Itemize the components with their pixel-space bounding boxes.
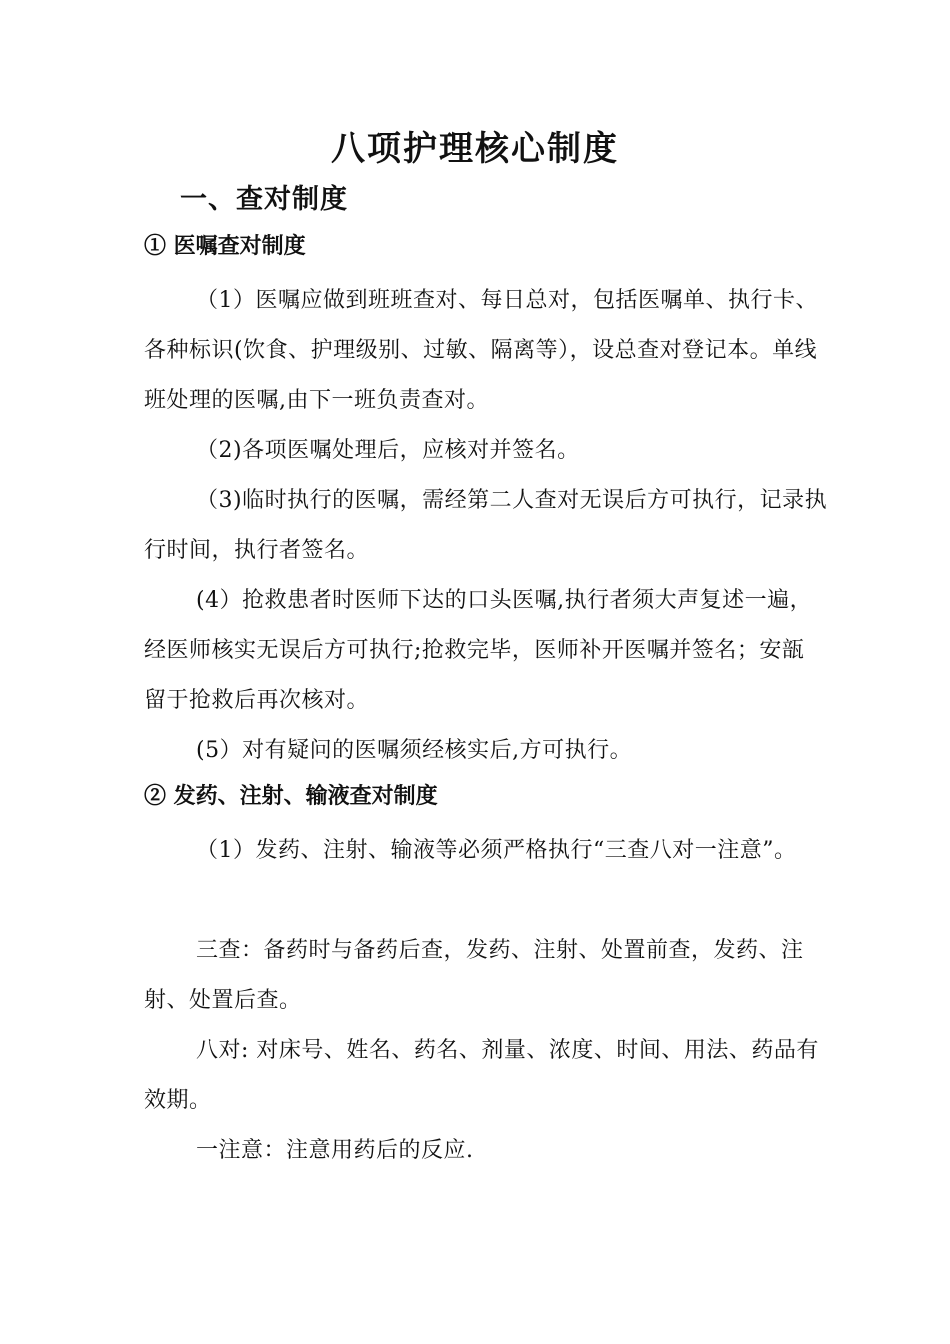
paragraph-order-check-3: （3)临时执行的医嘱，需经第二人查对无误后方可执行，记录执行时间，执行者签名。 [144, 488, 828, 563]
paragraph-order-check-1: （1）医嘱应做到班班查对、每日总对，包括医嘱单、执行卡、各种标识(饮食、护理级别、过敏、隔离等），设总查对登记本。单线班处理的医嘱,由下一班负责查对。 [144, 288, 818, 413]
paragraph-eight-verifications: 八对: 对床号、姓名、药名、剂量、浓度、时间、用法、药品有效期。 [144, 1038, 819, 1113]
subsection-heading-order-check: ① 医嘱查对制度 [144, 233, 306, 259]
subsection-heading-medication-check: ② 发药、注射、输液查对制度 [144, 783, 438, 809]
paragraph-three-checks: 三查：备药时与备药后查，发药、注射、处置前查，发药、注射、处置后查。 [144, 938, 804, 1013]
page-title: 八项护理核心制度 [331, 129, 619, 169]
paragraph-order-check-2: （2)各项医嘱处理后，应核对并签名。 [196, 438, 580, 463]
paragraph-medication-check-1: （1）发药、注射、输液等必须严格执行“三查八对一注意”。 [196, 838, 797, 863]
paragraph-order-check-4: (4）抢救患者时医师下达的口头医嘱,执行者须大声复述一遍，经医师核实无误后方可执行;抢救完毕，医师补开医嘱并签名；安瓿留于抢救后再次核对。 [144, 588, 813, 713]
paragraph-one-attention: 一注意：注意用药后的反应. [196, 1138, 474, 1163]
paragraph-order-check-5: (5）对有疑问的医嘱须经核实后,方可执行。 [196, 738, 633, 763]
section-heading-check-system: 一、查对制度 [180, 184, 348, 215]
